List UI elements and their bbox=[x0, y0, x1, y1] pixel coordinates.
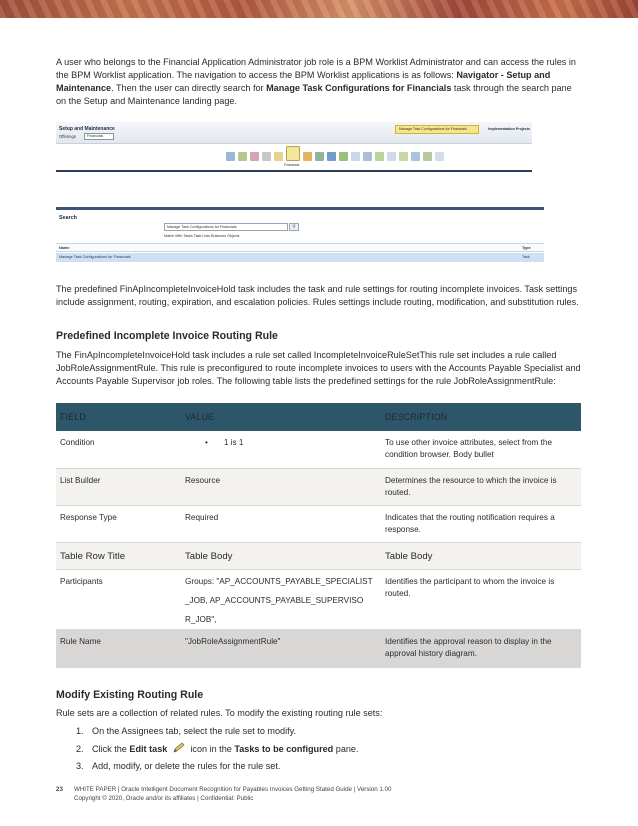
participants-line: R_JOB", bbox=[185, 614, 217, 624]
match-with-options[interactable]: Match With Tasks Task Lists Business Objects bbox=[164, 234, 240, 238]
offering-icons-strip bbox=[226, 146, 444, 161]
financials-icon[interactable] bbox=[286, 146, 300, 161]
step-text: icon in the bbox=[187, 743, 235, 754]
intro-text-c: task through the search pane on the Setup and Maintenance landing page. bbox=[56, 83, 572, 107]
list-item bbox=[76, 723, 359, 741]
search-icon[interactable]: ⚲ bbox=[289, 223, 299, 231]
cell-field: Participants bbox=[56, 569, 181, 629]
table-row bbox=[56, 431, 581, 468]
offering-icon[interactable] bbox=[387, 152, 396, 161]
offering-icon[interactable] bbox=[315, 152, 324, 161]
participants-line: Groups: "AP_ACCOUNTS_PAYABLE_SPECIALIST bbox=[185, 576, 373, 586]
rule-description-paragraph: The FinApIncompleteInvoiceHold task includes a rule set called IncompleteInvoiceRuleSetThis rule set includes a rule called JobRoleAssignmentRule. This rule is preconfigured to route incomplete invoices to users with the Accounts Payable Specialist and Accounts Payable Supervisor job roles. The following table lists the predefined settings for the rule JobRoleAssignmentRule: bbox=[56, 350, 581, 387]
offering-icon[interactable] bbox=[238, 152, 247, 161]
search-panel-header: Search bbox=[59, 215, 77, 221]
offering-icon[interactable] bbox=[274, 152, 283, 161]
cell-value: Required bbox=[181, 505, 381, 542]
setup-title: Setup and Maintenance bbox=[59, 126, 115, 132]
results-table-header bbox=[56, 243, 544, 252]
edit-task-label: Edit task bbox=[129, 743, 168, 754]
step-number: 3. bbox=[76, 761, 84, 771]
offering-icon[interactable] bbox=[435, 152, 444, 161]
offering-icon[interactable] bbox=[411, 152, 420, 161]
footer-text bbox=[74, 785, 594, 803]
result-task-type: Task bbox=[522, 255, 530, 259]
offering-icon[interactable] bbox=[250, 152, 259, 161]
col-name-header: Name bbox=[59, 246, 70, 250]
footer-line-2: Copyright © 2020, Oracle and/or its affiliates | Confidential: Public bbox=[74, 795, 254, 802]
cell-field: Condition bbox=[56, 431, 181, 468]
setup-search-input[interactable]: Manage Task Configurations for Financials bbox=[395, 125, 479, 134]
cell-field: Table Row Title bbox=[56, 542, 181, 569]
list-item bbox=[76, 758, 359, 776]
offering-icon[interactable] bbox=[327, 152, 336, 161]
step-text: pane. bbox=[333, 743, 359, 754]
step-number: 1. bbox=[76, 726, 84, 736]
offerings-select[interactable]: Financials bbox=[84, 133, 114, 140]
section-heading-predefined-rule: Predefined Incomplete Invoice Routing Rule bbox=[56, 330, 278, 342]
step-text: Add, modify, or delete the rules for the rule set. bbox=[92, 761, 281, 771]
tasks-pane-label: Tasks to be configured bbox=[234, 743, 334, 754]
cell-value: Table Body bbox=[181, 542, 381, 569]
page-number: 23 bbox=[56, 786, 63, 793]
offering-icon[interactable] bbox=[339, 152, 348, 161]
step-text: Click the bbox=[92, 743, 130, 754]
table-row bbox=[56, 629, 581, 667]
offering-icon[interactable] bbox=[226, 152, 235, 161]
table-row bbox=[56, 468, 581, 505]
cell-description: Determines the resource to which the invoice is routed. bbox=[381, 468, 581, 505]
offering-icon[interactable] bbox=[351, 152, 360, 161]
cell-value bbox=[181, 569, 381, 629]
pencil-icon bbox=[172, 742, 186, 754]
step-number: 2. bbox=[76, 743, 84, 754]
cell-description: Identifies the approval reason to display in the approval history diagram. bbox=[381, 629, 581, 667]
task-search-input[interactable]: Manage Task Configurations for Financials bbox=[164, 223, 288, 231]
financials-icon-label: Financials bbox=[284, 163, 300, 167]
search-results-screenshot bbox=[56, 207, 544, 262]
list-item bbox=[76, 741, 359, 759]
offering-icon[interactable] bbox=[262, 152, 271, 161]
results-row[interactable] bbox=[56, 253, 544, 262]
offering-icon[interactable] bbox=[423, 152, 432, 161]
modify-steps-list bbox=[76, 723, 359, 776]
cell-description: To use other invoice attributes, select from the condition browser. Body bullet bbox=[381, 431, 581, 468]
table-row bbox=[56, 569, 581, 629]
offering-icon[interactable] bbox=[375, 152, 384, 161]
intro-text-b: . Then the user can directly search for bbox=[111, 83, 267, 94]
intro-text-a: A user who belongs to the Financial Application Administrator job role is a BPM Worklist Administrator and can access the rules in the BPM Worklist application. The navigation to access the BPM Worklist applications is as follows: bbox=[56, 57, 576, 81]
header-description: DESCRIPTION bbox=[381, 403, 581, 431]
table-header-row bbox=[56, 403, 581, 431]
offering-icon[interactable] bbox=[363, 152, 372, 161]
cell-description: Table Body bbox=[381, 542, 581, 569]
cell-field: Rule Name bbox=[56, 629, 181, 667]
implementation-projects-link[interactable]: Implementation Projects bbox=[488, 127, 530, 131]
decorative-banner bbox=[0, 0, 638, 18]
header-field: FIELD bbox=[56, 403, 181, 431]
offering-icon[interactable] bbox=[399, 152, 408, 161]
banner-texture bbox=[0, 0, 638, 18]
cell-value bbox=[181, 431, 381, 468]
offering-icon[interactable] bbox=[303, 152, 312, 161]
header-value: VALUE bbox=[181, 403, 381, 431]
intro-task-name: Manage Task Configurations for Financials bbox=[266, 83, 452, 94]
footer-line-1: WHITE PAPER | Oracle Intelligent Document Recognition for Payables Invoices Getting Stated Guide | Version 1.00 bbox=[74, 786, 392, 793]
result-task-name[interactable]: Manage Task Configurations for Financials bbox=[59, 255, 131, 259]
bullet-value: • 1 is 1 bbox=[205, 437, 243, 449]
participants-line: _JOB, AP_ACCOUNTS_PAYABLE_SUPERVISO bbox=[185, 595, 364, 605]
cell-field: Response Type bbox=[56, 505, 181, 542]
offerings-label: Offerings bbox=[59, 134, 76, 139]
cell-value: Resource bbox=[181, 468, 381, 505]
cell-description: Indicates that the routing notification requires a response. bbox=[381, 505, 581, 542]
section-heading-modify-rule: Modify Existing Routing Rule bbox=[56, 689, 204, 701]
col-type-header: Type bbox=[522, 246, 531, 250]
table-row bbox=[56, 542, 581, 569]
table-row bbox=[56, 505, 581, 542]
setup-header-bar bbox=[56, 122, 532, 144]
setup-maintenance-screenshot bbox=[56, 122, 532, 172]
intro-paragraph bbox=[56, 56, 584, 108]
step-text: On the Assignees tab, select the rule set to modify. bbox=[92, 726, 297, 736]
cell-field: List Builder bbox=[56, 468, 181, 505]
intro-nav-path: Navigator - Setup and Maintenance bbox=[56, 70, 551, 94]
modify-intro-paragraph: Rule sets are a collection of related rules. To modify the existing routing rule sets: bbox=[56, 708, 383, 718]
rule-settings-table bbox=[56, 403, 581, 668]
task-description-paragraph: The predefined FinApIncompleteInvoiceHold task includes the task and rule settings for routing incomplete invoices. Task settings include assignment, routing, expiration, and escalation policies. Rules settings include routing, modification, and substitution rules. bbox=[56, 284, 579, 308]
cell-description: Identifies the participant to whom the invoice is routed. bbox=[381, 569, 581, 629]
cell-value: "JobRoleAssignmentRule" bbox=[181, 629, 381, 667]
